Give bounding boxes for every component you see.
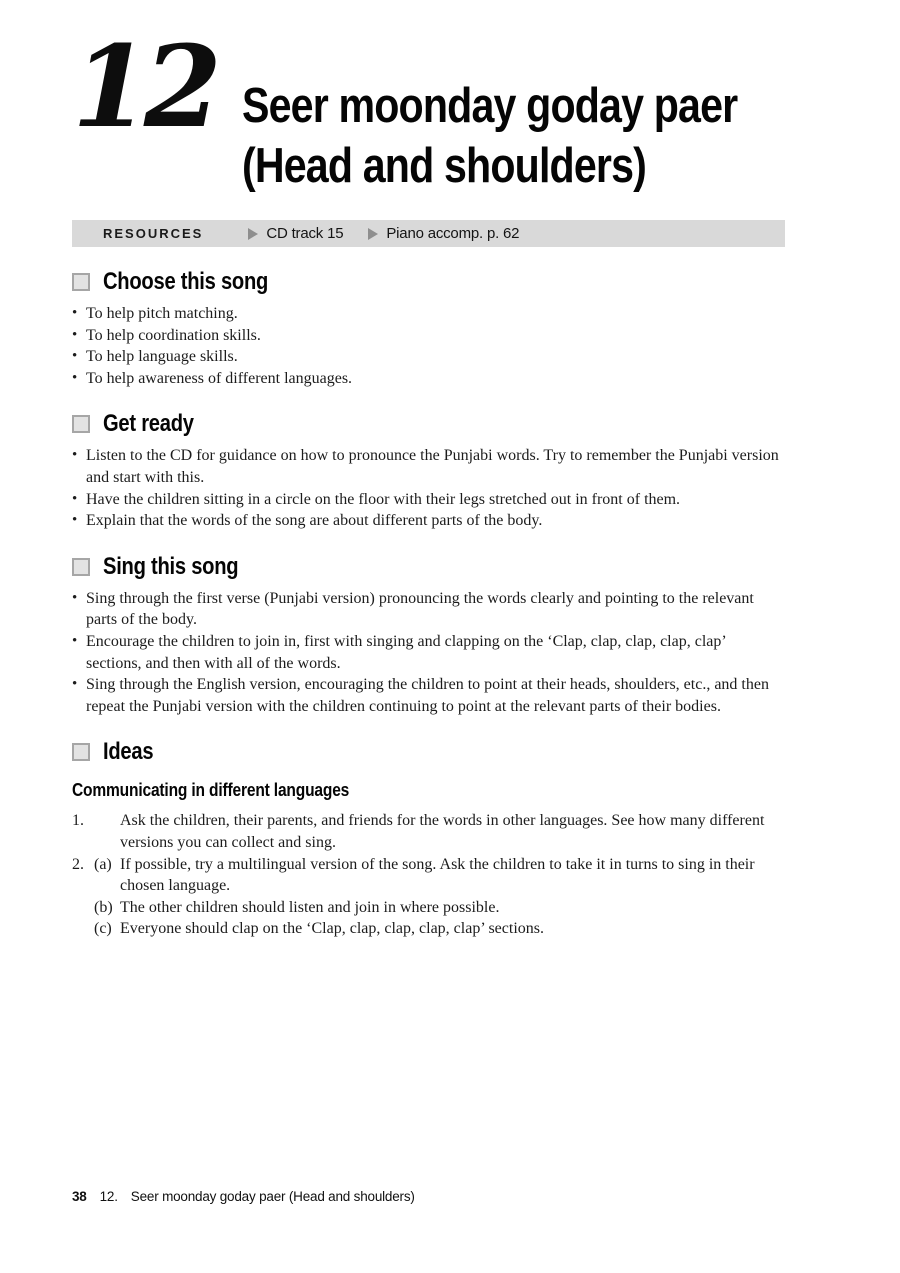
bullet-list bbox=[72, 445, 785, 531]
list-item bbox=[72, 897, 785, 919]
resources-bar bbox=[72, 220, 785, 247]
item-text: Everyone should clap on the ‘Clap, clap, clap, clap, clap’ sections. bbox=[120, 920, 544, 938]
chapter-title-line2: (Head and shoulders) bbox=[241, 139, 646, 193]
bullet-text: • Sing through the English version, encouraging the children to point at their heads, shoulders, etc., and then repeat the Punjabi version with the children continuing to point at the relevant parts of their bodies. bbox=[86, 676, 769, 715]
resource-item bbox=[248, 225, 343, 242]
item-number: 1. bbox=[72, 812, 84, 830]
page-content bbox=[72, 0, 785, 940]
list-item bbox=[72, 631, 785, 674]
item-letter: (a) bbox=[94, 855, 112, 873]
section-choose-this-song bbox=[72, 268, 785, 389]
arrow-right-icon bbox=[368, 228, 378, 240]
item-text: The other children should listen and join in where possible. bbox=[120, 898, 500, 916]
chapter-header bbox=[72, 0, 785, 196]
square-marker-icon bbox=[72, 415, 90, 433]
chapter-title bbox=[242, 36, 737, 196]
list-item bbox=[72, 489, 785, 511]
item-letter: (b) bbox=[94, 898, 113, 916]
list-item bbox=[72, 588, 785, 631]
section-sing-this-song bbox=[72, 553, 785, 718]
item-text: If possible, try a multilingual version of the song. Ask the children to take it in turns to sing in their chosen language. bbox=[120, 855, 755, 895]
bullet-text: • Sing through the first verse (Punjabi version) pronouncing the words clearly and pointing to the relevant parts of the body. bbox=[86, 589, 754, 629]
square-marker-icon bbox=[72, 743, 90, 761]
bullet-text: • Encourage the children to join in, first with singing and clapping on the ‘Clap, clap, clap, clap, clap’ sections, and then with all of the words. bbox=[86, 632, 726, 672]
item-letter: (c) bbox=[94, 920, 112, 938]
list-item bbox=[72, 510, 785, 532]
section-heading bbox=[72, 553, 785, 581]
square-marker-icon bbox=[72, 558, 90, 576]
section-heading-label: Get ready bbox=[103, 410, 194, 438]
bullet-text: • Have the children sitting in a circle on the floor with their legs stretched out in front of them. bbox=[86, 490, 681, 508]
bullet-text: • To help language skills. bbox=[86, 348, 238, 366]
ideas-subheading: Communicating in different languages bbox=[72, 779, 350, 801]
bullet-list bbox=[72, 588, 785, 718]
arrow-right-icon bbox=[248, 228, 258, 240]
list-item bbox=[72, 303, 785, 325]
chapter-title-line1: Seer moonday goday paer bbox=[241, 79, 738, 133]
resource-item bbox=[368, 225, 519, 242]
chapter-number: 12 bbox=[72, 22, 216, 153]
bullet-text: • Listen to the CD for guidance on how to pronounce the Punjabi words. Try to remember the Punjabi version and start with this. bbox=[86, 447, 779, 486]
page-number: 38 bbox=[72, 1189, 87, 1204]
section-ideas bbox=[72, 738, 785, 940]
list-item bbox=[72, 368, 785, 390]
list-item bbox=[72, 674, 785, 717]
resource-item-label: CD track 15 bbox=[266, 225, 344, 242]
resource-item-label: Piano accomp. p. 62 bbox=[386, 225, 520, 242]
section-heading bbox=[72, 410, 785, 438]
list-item bbox=[72, 918, 785, 940]
item-letter bbox=[94, 810, 120, 853]
bullet-list bbox=[72, 303, 785, 389]
list-item bbox=[72, 346, 785, 368]
item-number: 2. bbox=[72, 855, 84, 873]
list-item bbox=[72, 325, 785, 347]
section-heading bbox=[72, 268, 785, 296]
square-marker-icon bbox=[72, 273, 90, 291]
list-item bbox=[72, 854, 785, 897]
list-item bbox=[72, 445, 785, 488]
bullet-text: • To help pitch matching. bbox=[86, 305, 238, 322]
section-heading-label: Sing this song bbox=[103, 552, 239, 580]
section-get-ready bbox=[72, 410, 785, 531]
item-number bbox=[72, 918, 94, 940]
bullet-text: • To help awareness of different languages. bbox=[86, 369, 353, 387]
bullet-text: • Explain that the words of the song are about different parts of the body. bbox=[86, 512, 543, 530]
item-number bbox=[72, 897, 94, 919]
page-footer bbox=[72, 1189, 415, 1204]
item-text: Ask the children, their parents, and friends for the words in other languages. See how many different versions you can collect and sing. bbox=[120, 812, 765, 851]
section-heading-label: Ideas bbox=[103, 738, 154, 766]
section-heading-label: Choose this song bbox=[103, 268, 269, 295]
numbered-list bbox=[72, 810, 785, 940]
resources-label: RESOURCES bbox=[103, 226, 204, 241]
bullet-text: • To help coordination skills. bbox=[86, 326, 261, 344]
footer-chapter-number: 12. bbox=[99, 1189, 118, 1204]
footer-chapter-title: Seer moonday goday paer (Head and shoulders) bbox=[130, 1189, 415, 1204]
section-heading bbox=[72, 738, 785, 766]
list-item bbox=[72, 810, 785, 853]
